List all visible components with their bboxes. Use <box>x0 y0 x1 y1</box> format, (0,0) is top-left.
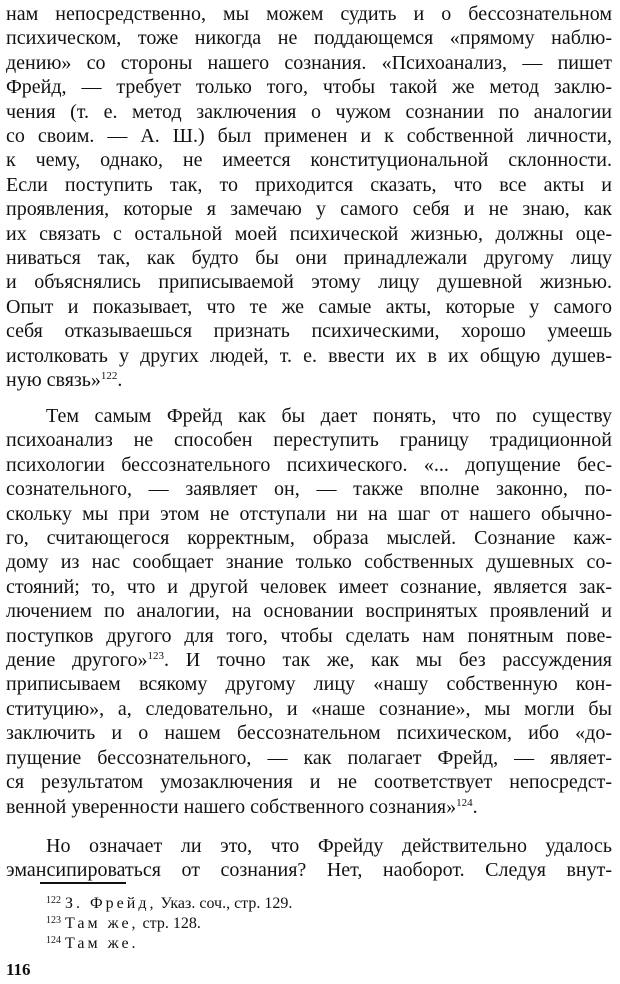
text-line: чения (т. е. метод заключения о чужом сознании по аналогии <box>6 100 612 123</box>
text-line: ституцию», а, следовательно, и «наше сознание», мы могли бы <box>6 697 612 720</box>
text-line: дому из нас сообщает знание только собственных душевных со- <box>6 551 612 574</box>
text-run: венной уверенности нашего собственного сознания» <box>6 795 457 818</box>
text-line: дению» со стороны нашего сознания. «Психоанализ, — пишет <box>6 51 612 74</box>
text-line: себя отказываешься признать психическими, хорошо умеешь <box>6 320 612 343</box>
page-number: 116 <box>6 960 31 979</box>
footnote-ref: 122 <box>100 370 118 383</box>
text-line: пущение бессознательного, — как полагает Фрейд, — являет- <box>6 746 612 769</box>
footnote-123 <box>46 914 201 934</box>
text-line <box>6 795 612 819</box>
text-line: их связать с остальной моей психической жизнью, должны оце- <box>6 222 612 245</box>
paragraph-1 <box>6 2 612 393</box>
text-line: Опыт и показывает, что те же самые акты, которые у самого <box>6 295 612 318</box>
text-line: ся результатом умозаключения и не соответствует непосредст- <box>6 771 612 794</box>
text-line: психоанализ не способен переступить границу традиционной <box>6 429 612 452</box>
text-run: дение другого» <box>6 649 148 672</box>
text-line: приписываем всякому другому лицу «нашу собственную кон- <box>6 673 612 696</box>
text-line: проявления, которые я замечаю у самого себя и не знаю, как <box>6 198 612 221</box>
footnote-124 <box>46 934 139 954</box>
text-line: эмансипироваться от сознания? Нет, наоборот. Следуя внут- <box>6 859 612 882</box>
footnote-ref: 123 <box>147 650 164 663</box>
footnote-author: Там же, <box>65 915 139 932</box>
text-line: ниваться так, как будто бы они принадлежали другому лицу <box>6 247 612 270</box>
footnote-text: стр. 128. <box>138 915 201 932</box>
text-run: ную связь» <box>6 369 101 392</box>
text-line: го, считающегося корректным, образа мыслей. Сознание каж- <box>6 527 612 550</box>
text-line: поступков другого для того, чтобы сделать нам понятным пове- <box>6 624 612 647</box>
text-line: сознательного, — заявляет он, — также вполне законно, по- <box>6 478 612 501</box>
text-line: Тем самым Фрейд как бы дает понять, что по существу <box>46 405 612 427</box>
footnote-author: Там же. <box>65 935 139 952</box>
footnote-122 <box>46 894 292 914</box>
text-line: нам непосредственно, мы можем судить и о бессознательном <box>6 3 612 25</box>
text-line: Фрейд, — требует только того, чтобы такой же метод заклю- <box>6 76 612 99</box>
text-run: . И точно так же, как мы без рассуждения <box>163 649 612 672</box>
text-line: лючением по аналогии, на основании воспринятых проявлений и <box>6 600 612 623</box>
text-line: со своим. — А. Ш.) был применен и к собственной личности, <box>6 125 612 148</box>
text-line: и объяснялись приписываемой этому лицу душевной жизнью. <box>6 271 612 294</box>
text-line: психическом, тоже никогда не поддающемся «прямому наблю- <box>6 27 612 50</box>
text-run: . <box>472 795 478 818</box>
footnote-text: Указ. соч., стр. 129. <box>156 895 293 912</box>
footnote-divider <box>40 882 126 884</box>
footnote-number: 122 <box>46 895 61 906</box>
text-line: к чему, однако, не имеется конституциональной склонности. <box>6 149 612 172</box>
text-line: Если поступить так, то приходится сказать, что все акты и <box>6 173 612 196</box>
footnote-ref: 124 <box>456 796 473 809</box>
text-line: скольку мы при этом не отступали ни на шаг от нашего обычно- <box>6 502 612 525</box>
text-line: Но означает ли это, что Фрейду действительно удалось <box>46 835 612 857</box>
text-line: ную связь»$^{122}$. <box>6 369 123 392</box>
paragraph-3 <box>6 834 612 883</box>
paragraph-2 <box>6 404 612 819</box>
text-line: психологии бессознательного психического. «... допущение бес- <box>6 453 612 476</box>
footnote-number: 123 <box>46 915 61 926</box>
text-line: стояний; то, что и другой человек имеет сознание, является зак- <box>6 575 612 598</box>
footnote-number: 124 <box>46 935 61 946</box>
text-line: заключить и о нашем бессознательном психическом, ибо «до- <box>6 722 612 745</box>
text-line: истолковать у других людей, т. е. ввести их в их общую душев- <box>6 344 612 367</box>
text-line <box>6 648 612 672</box>
footnote-author: З. Фрейд, <box>65 895 157 912</box>
